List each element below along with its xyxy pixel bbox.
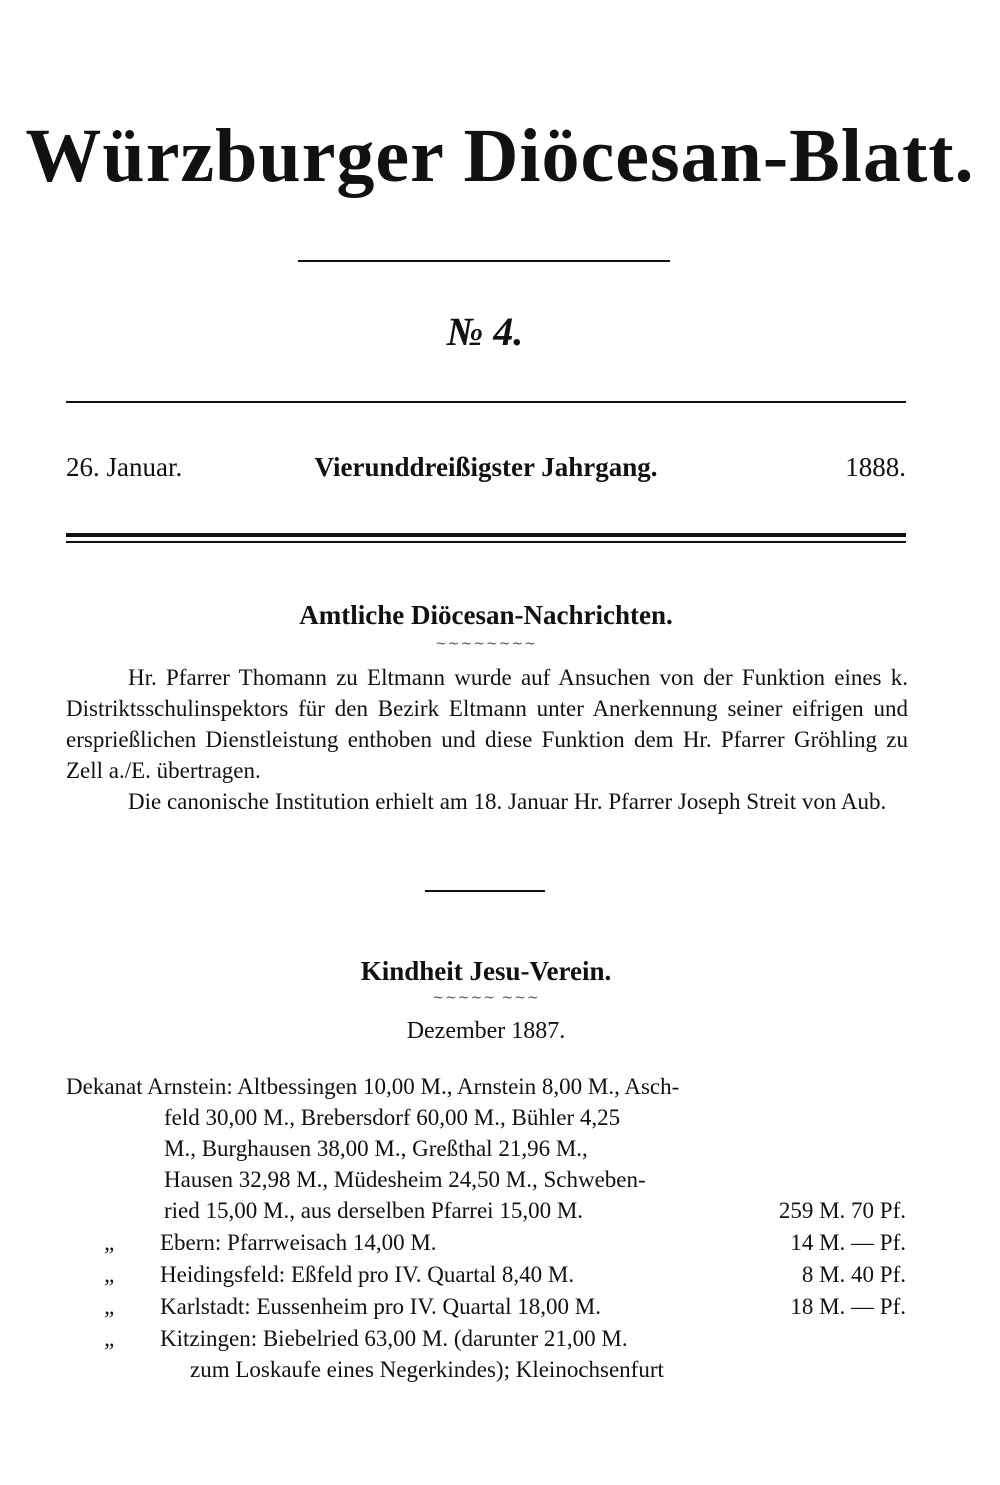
entry-arnstein-line-1: Dekanat Arnstein: Altbessingen 10,00 M., Arnstein 8,00 M., Asch- <box>66 1074 680 1099</box>
entry-karlstadt-amount: 18 M. — Pf. <box>790 1294 906 1319</box>
entry-arnstein-line-2: feld 30,00 M., Brebersdorf 60,00 M., Bühler 4,25 <box>164 1105 621 1130</box>
section-divider <box>425 890 545 892</box>
dateline-bottom-rule-thick <box>66 533 906 537</box>
entry-kitzingen-line-2: zum Loskaufe eines Negerkindes); Kleinochsenfurt <box>190 1357 664 1382</box>
entry-kitzingen-line-1: Kitzingen: Biebelried 63,00 M. (darunter 21,00 M. <box>160 1326 628 1351</box>
section-title-official-news: Amtliche Diöcesan-Nachrichten. <box>299 600 673 630</box>
paragraph: Die canonische Institution erhielt am 18. Januar Hr. Pfarrer Joseph Streit von Aub. <box>128 789 887 814</box>
dateline-top-rule <box>66 401 906 403</box>
official-news-body <box>66 662 908 817</box>
ditto-mark: „ <box>104 1262 117 1287</box>
entry-arnstein-amount: 259 M. 70 Pf. <box>778 1198 906 1223</box>
ditto-mark: „ <box>104 1294 117 1319</box>
volume-label: Vierunddreißigster Jahrgang. <box>314 452 658 482</box>
masthead-divider <box>298 260 670 262</box>
issue-date: 26. Januar. <box>66 452 183 482</box>
section-ornament: ~~~~~~~~ <box>435 636 537 652</box>
entry-karlstadt-line-1: Karlstadt: Eussenheim pro IV. Quartal 18,00 M. <box>160 1294 601 1319</box>
section-title-kindheit-jesu: Kindheit Jesu-Verein. <box>360 956 612 986</box>
paragraph: Hr. Pfarrer Thomann zu Eltmann wurde auf Ansuchen von der Funktion eines k. Distriktsschulinspektors für den Bezirk Eltmann unter Anerkennung seiner eifrigen und ersprießlichen Dienstleistung enthoben und diese Funktion dem Hr. Pfarrer Gröhling zu Zell a./E. übertragen. <box>66 665 908 783</box>
section-subtitle-month: Dezember 1887. <box>406 1018 566 1044</box>
issue-year: 1888. <box>845 452 906 482</box>
ditto-mark: „ <box>104 1230 117 1255</box>
entry-arnstein-line-5: ried 15,00 M., aus derselben Pfarrei 15,00 M. <box>164 1198 584 1223</box>
ditto-mark: „ <box>104 1326 117 1351</box>
entry-ebern-amount: 14 M. — Pf. <box>790 1230 906 1255</box>
entry-ebern-line-1: Ebern: Pfarrweisach 14,00 M. <box>160 1230 437 1255</box>
issue-number: № 4. <box>446 309 524 354</box>
entry-heidingsfeld-line-1: Heidingsfeld: Eßfeld pro IV. Quartal 8,40 M. <box>160 1262 575 1287</box>
masthead-title: Würzburger Diöcesan-Blatt. <box>25 114 975 198</box>
entry-heidingsfeld-amount: 8 M. 40 Pf. <box>801 1262 906 1287</box>
section-ornament: ~~~~~ ~~~ <box>432 990 540 1006</box>
dateline-bottom-rule-thin <box>66 541 906 543</box>
entry-arnstein-line-3: M., Burghausen 38,00 M., Greßthal 21,96 M., <box>164 1136 588 1161</box>
entry-arnstein-line-4: Hausen 32,98 M., Müdesheim 24,50 M., Schweben- <box>164 1167 646 1192</box>
